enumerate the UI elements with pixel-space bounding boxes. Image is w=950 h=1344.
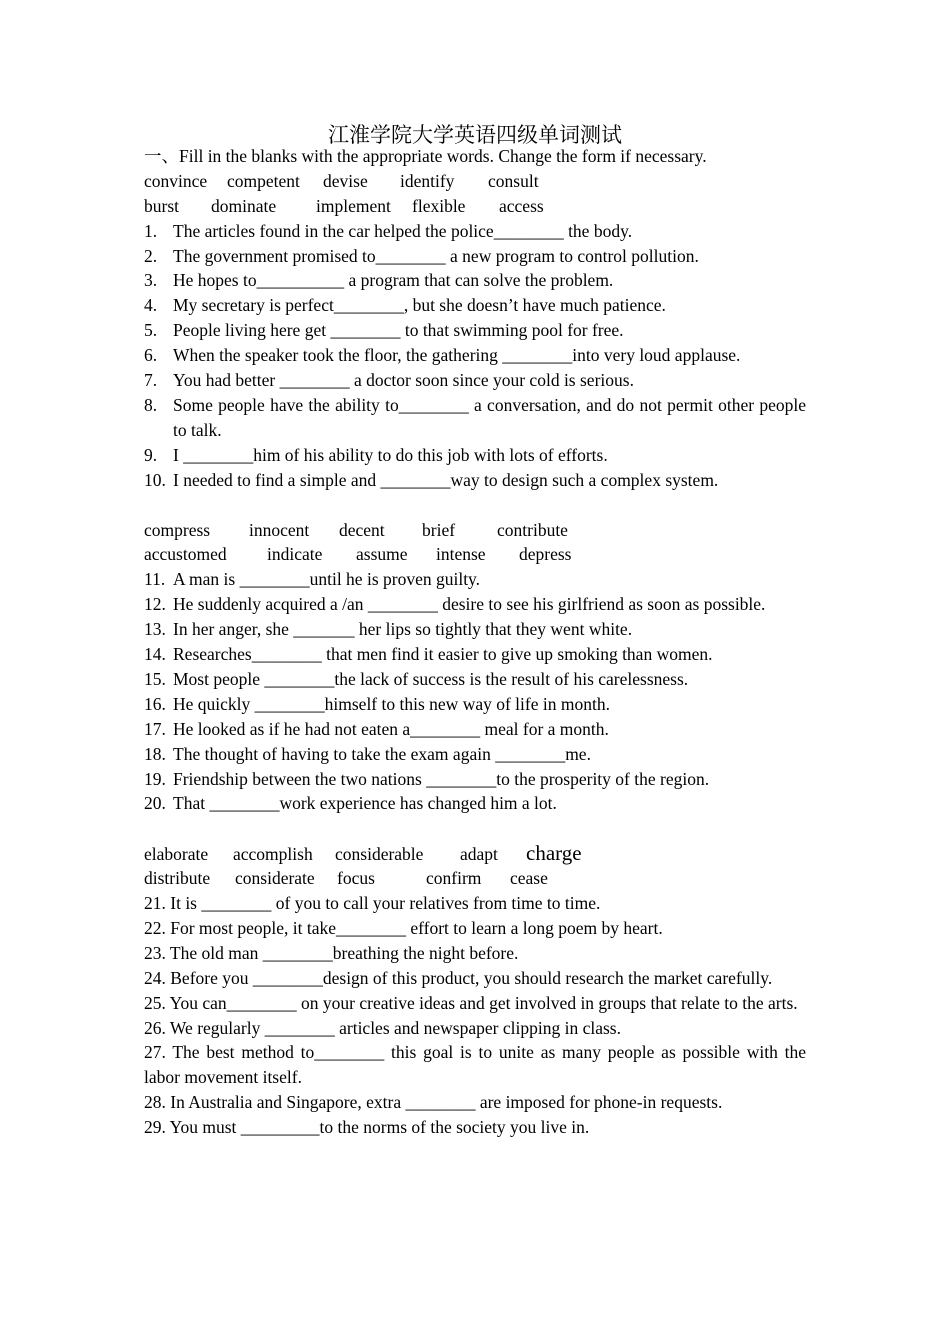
question-number: 5.	[144, 320, 158, 341]
question-number: 9.	[144, 444, 158, 465]
bank-word: assume	[356, 544, 408, 565]
bank-word: considerable	[335, 844, 424, 865]
bank-word: identify	[400, 170, 455, 191]
question-item	[144, 717, 806, 742]
question-item	[144, 468, 806, 493]
bank-word: burst	[144, 195, 179, 216]
section-2-questions	[144, 567, 806, 816]
word-bank-2-row-2	[144, 542, 806, 567]
question-item	[144, 219, 806, 244]
word-bank-1-row-1	[144, 169, 806, 194]
question-text: He quickly ________himself to this new way of life in month.	[173, 693, 610, 714]
question-item	[144, 567, 806, 592]
question-item: 29. You must _________to the norms of the society you live in.	[144, 1117, 590, 1138]
word-bank-2-row-1	[144, 518, 806, 543]
bank-word: accomplish	[233, 844, 313, 865]
spacer	[144, 816, 806, 841]
question-number: 17.	[144, 718, 166, 739]
question-text: He looked as if he had not eaten a________ meal for a month.	[173, 718, 609, 739]
question-item	[144, 343, 806, 368]
word-bank-3-row-1	[144, 841, 806, 866]
bank-word: devise	[323, 170, 368, 191]
bank-word: implement	[316, 195, 391, 216]
bank-word: distribute	[144, 868, 211, 889]
question-item: 23. The old man ________breathing the night before.	[144, 942, 519, 963]
question-number: 7.	[144, 370, 158, 391]
question-item	[144, 767, 806, 792]
bank-word: considerate	[235, 868, 315, 889]
question-item: 26. We regularly ________ articles and newspaper clipping in class.	[144, 1017, 621, 1038]
question-item	[144, 368, 806, 393]
question-item	[144, 791, 806, 816]
bank-word: brief	[422, 519, 456, 540]
bank-word: indicate	[267, 544, 323, 565]
question-text: He suddenly acquired a /an ________ desire to see his girlfriend as soon as possible.	[173, 594, 766, 615]
question-number: 15.	[144, 668, 166, 689]
question-item: 27. The best method to________ this goal is to unite as many people as possible with the labor movement itself.	[144, 1042, 806, 1088]
bank-word: accustomed	[144, 544, 227, 565]
question-text: The articles found in the car helped the police________ the body.	[173, 220, 633, 241]
question-number: 20.	[144, 793, 166, 814]
bank-word: access	[499, 195, 544, 216]
question-item	[144, 742, 806, 767]
bank-word: adapt	[460, 844, 498, 865]
question-item	[144, 293, 806, 318]
question-item	[144, 642, 806, 667]
question-text: Researches________ that men find it easier to give up smoking than women.	[173, 644, 713, 665]
bank-word: consult	[488, 170, 539, 191]
question-number: 4.	[144, 295, 158, 316]
question-number: 6.	[144, 345, 158, 366]
question-item	[144, 244, 806, 269]
bank-word: flexible	[412, 195, 466, 216]
question-item	[144, 318, 806, 343]
question-text: My secretary is perfect________, but she doesn’t have much patience.	[173, 295, 666, 316]
question-item: 22. For most people, it take________ effort to learn a long poem by heart.	[144, 917, 663, 938]
bank-word: depress	[519, 544, 572, 565]
question-text: The government promised to________ a new program to control pollution.	[173, 245, 699, 266]
question-text: Some people have the ability to________ a conversation, and do not permit other people to talk.	[173, 395, 806, 440]
question-item: 25. You can________ on your creative ideas and get involved in groups that relate to the arts.	[144, 992, 798, 1013]
word-bank-3-row-2	[144, 866, 806, 891]
bank-word: focus	[337, 868, 375, 889]
question-text: The thought of having to take the exam again ________me.	[173, 743, 591, 764]
question-text: Most people ________the lack of success is the result of his carelessness.	[173, 668, 689, 689]
bank-word: competent	[227, 170, 300, 191]
question-number: 16.	[144, 693, 166, 714]
question-number: 10.	[144, 469, 166, 490]
bank-word: charge	[526, 841, 582, 866]
question-item: 24. Before you ________design of this product, you should research the market carefully.	[144, 967, 773, 988]
word-bank-1-row-2	[144, 194, 806, 219]
document-page	[144, 120, 806, 1140]
question-text: Friendship between the two nations ________to the prosperity of the region.	[173, 768, 710, 789]
bank-word: cease	[510, 868, 548, 889]
bank-word: contribute	[497, 519, 568, 540]
question-number: 14.	[144, 644, 166, 665]
question-item	[144, 268, 806, 293]
question-number: 12.	[144, 594, 166, 615]
question-text: I needed to find a simple and ________way to design such a complex system.	[173, 469, 719, 490]
section-1-questions	[144, 219, 806, 493]
question-number: 3.	[144, 270, 158, 291]
question-item	[144, 443, 806, 468]
question-number: 1.	[144, 220, 158, 241]
question-item	[144, 592, 806, 617]
question-text: A man is ________until he is proven guilty.	[173, 569, 481, 590]
question-text: When the speaker took the floor, the gathering ________into very loud applause.	[173, 345, 741, 366]
spacer	[144, 493, 806, 518]
question-item	[144, 393, 806, 443]
question-text: You had better ________ a doctor soon since your cold is serious.	[173, 370, 634, 391]
question-text: That ________work experience has changed him a lot.	[173, 793, 557, 814]
bank-word: intense	[436, 544, 486, 565]
page-title: 江淮学院大学英语四级单词测试	[328, 123, 622, 147]
bank-word: confirm	[426, 868, 482, 889]
question-item	[144, 692, 806, 717]
question-text: He hopes to__________ a program that can solve the problem.	[173, 270, 614, 291]
question-number: 8.	[144, 395, 158, 416]
question-number: 2.	[144, 245, 158, 266]
question-item: 28. In Australia and Singapore, extra ________ are imposed for phone-in requests.	[144, 1092, 723, 1113]
question-number: 18.	[144, 743, 166, 764]
question-text: People living here get ________ to that swimming pool for free.	[173, 320, 624, 341]
question-text: I ________him of his ability to do this job with lots of efforts.	[173, 444, 608, 465]
bank-word: elaborate	[144, 844, 209, 865]
question-number: 11.	[144, 569, 166, 590]
question-number: 19.	[144, 768, 166, 789]
bank-word: dominate	[211, 195, 277, 216]
instruction: 一、Fill in the blanks with the appropriate words. Change the form if necessary.	[144, 146, 707, 166]
bank-word: decent	[339, 519, 385, 540]
bank-word: convince	[144, 170, 208, 191]
question-item	[144, 617, 806, 642]
question-text: In her anger, she _______ her lips so tightly that they went white.	[173, 619, 633, 640]
section-3-questions	[144, 891, 806, 1140]
bank-word: compress	[144, 519, 211, 540]
question-item	[144, 667, 806, 692]
question-number: 13.	[144, 619, 166, 640]
bank-word: innocent	[249, 519, 310, 540]
question-item: 21. It is ________ of you to call your relatives from time to time.	[144, 893, 601, 914]
